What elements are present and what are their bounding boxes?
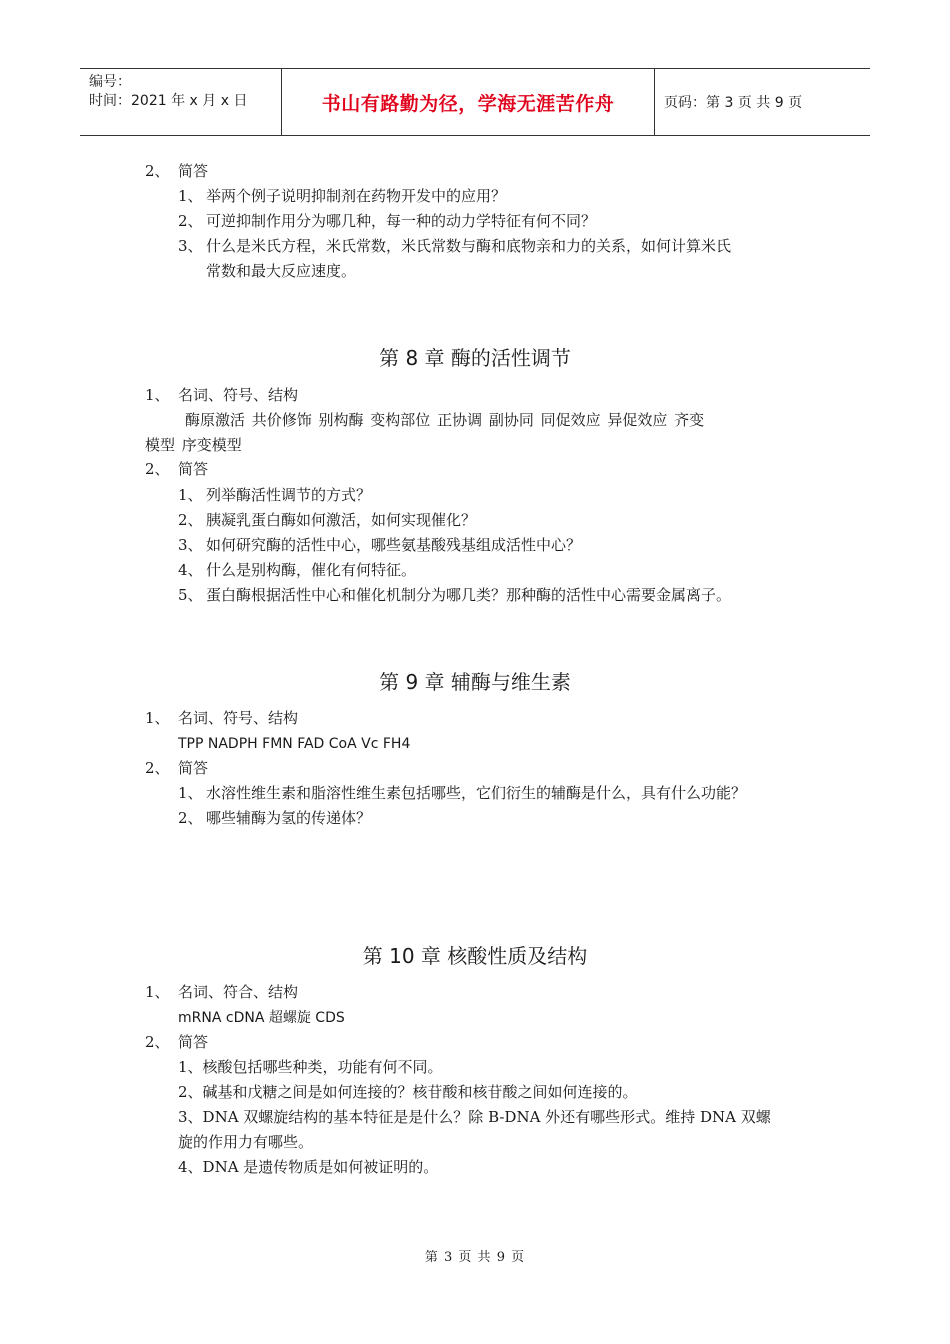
header-left-cell bbox=[80, 69, 282, 135]
ch8-terms-line-2: 模型 序变模型 bbox=[145, 436, 242, 454]
ch9-short-answer-heading: 2、 简答 bbox=[145, 759, 209, 777]
page-header bbox=[80, 68, 870, 136]
ch8-question-1: 1、 列举酶活性调节的方式？ bbox=[178, 486, 372, 504]
ch9-question-2: 2、 哪些辅酶为氢的传递体？ bbox=[178, 809, 372, 827]
page-footer: 第 3 页 共 9 页 bbox=[424, 1250, 526, 1265]
header-motto: 书山有路勤为径，学海无涯苦作舟 bbox=[282, 69, 655, 135]
ch7-question-1: 1、 举两个例子说明抑制剂在药物开发中的应用？ bbox=[178, 187, 507, 205]
ch10-short-answer-heading: 2、 简答 bbox=[145, 1033, 209, 1051]
ch8-question-4: 4、 什么是别构酶，催化有何特征。 bbox=[178, 561, 417, 579]
ch8-question-2: 2、 胰凝乳蛋白酶如何激活，如何实现催化？ bbox=[178, 511, 477, 529]
ch10-question-4: 4、DNA 是遗传物质是如何被证明的。 bbox=[178, 1158, 439, 1176]
ch8-terms-line-1: 酶原激活 共价修饰 别构酶 变构部位 正协调 副协同 同促效应 异促效应 齐变 bbox=[185, 411, 705, 429]
ch8-question-3: 3、 如何研究酶的活性中心，哪些氨基酸残基组成活性中心？ bbox=[178, 536, 582, 554]
ch7-short-answer-heading: 2、 简答 bbox=[145, 162, 209, 180]
ch8-short-answer-heading: 2、 简答 bbox=[145, 460, 209, 478]
ch8-terms-heading: 1、 名词、符号、结构 bbox=[145, 386, 299, 404]
date-label: 时间：2021 年 x 月 x 日 bbox=[89, 93, 248, 109]
ch7-question-3: 3、 什么是米氏方程，米氏常数，米氏常数与酶和底物亲和力的关系，如何计算米氏 bbox=[178, 237, 732, 255]
header-page-info: 页码：第 3 页 共 9 页 bbox=[664, 95, 803, 111]
ch9-terms-heading: 1、 名词、符号、结构 bbox=[145, 709, 299, 727]
ch9-terms-line: TPP NADPH FMN FAD CoA Vc FH4 bbox=[178, 736, 411, 752]
chapter-8-title: 第 8 章 酶的活性调节 bbox=[379, 346, 571, 370]
chapter-9-title: 第 9 章 辅酶与维生素 bbox=[379, 670, 571, 694]
ch7-question-3-continued: 常数和最大反应速度。 bbox=[206, 262, 357, 280]
ch7-question-2: 2、 可逆抑制作用分为哪几种，每一种的动力学特征有何不同？ bbox=[178, 212, 597, 230]
ch10-question-1: 1、核酸包括哪些种类，功能有何不同。 bbox=[178, 1058, 443, 1076]
ch10-question-3-continued: 旋的作用力有哪些。 bbox=[178, 1133, 314, 1151]
ch10-question-2: 2、碱基和戊糖之间是如何连接的？核苷酸和核苷酸之间如何连接的。 bbox=[178, 1083, 638, 1101]
ch10-terms-line: mRNA cDNA 超螺旋 CDS bbox=[178, 1010, 345, 1026]
ch10-terms-heading: 1、 名词、符合、结构 bbox=[145, 983, 299, 1001]
ch8-question-5: 5、 蛋白酶根据活性中心和催化机制分为哪几类？那种酶的活性中心需要金属离子。 bbox=[178, 586, 732, 604]
ch9-question-1: 1、 水溶性维生素和脂溶性维生素包括哪些，它们衍生的辅酶是什么，具有什么功能？ bbox=[178, 784, 747, 802]
number-label: 编号： bbox=[89, 74, 131, 90]
chapter-10-title: 第 10 章 核酸性质及结构 bbox=[362, 944, 588, 968]
ch10-question-3: 3、DNA 双螺旋结构的基本特征是是什么？除 B-DNA 外还有哪些形式。维持 DNA 双螺 bbox=[178, 1108, 771, 1126]
